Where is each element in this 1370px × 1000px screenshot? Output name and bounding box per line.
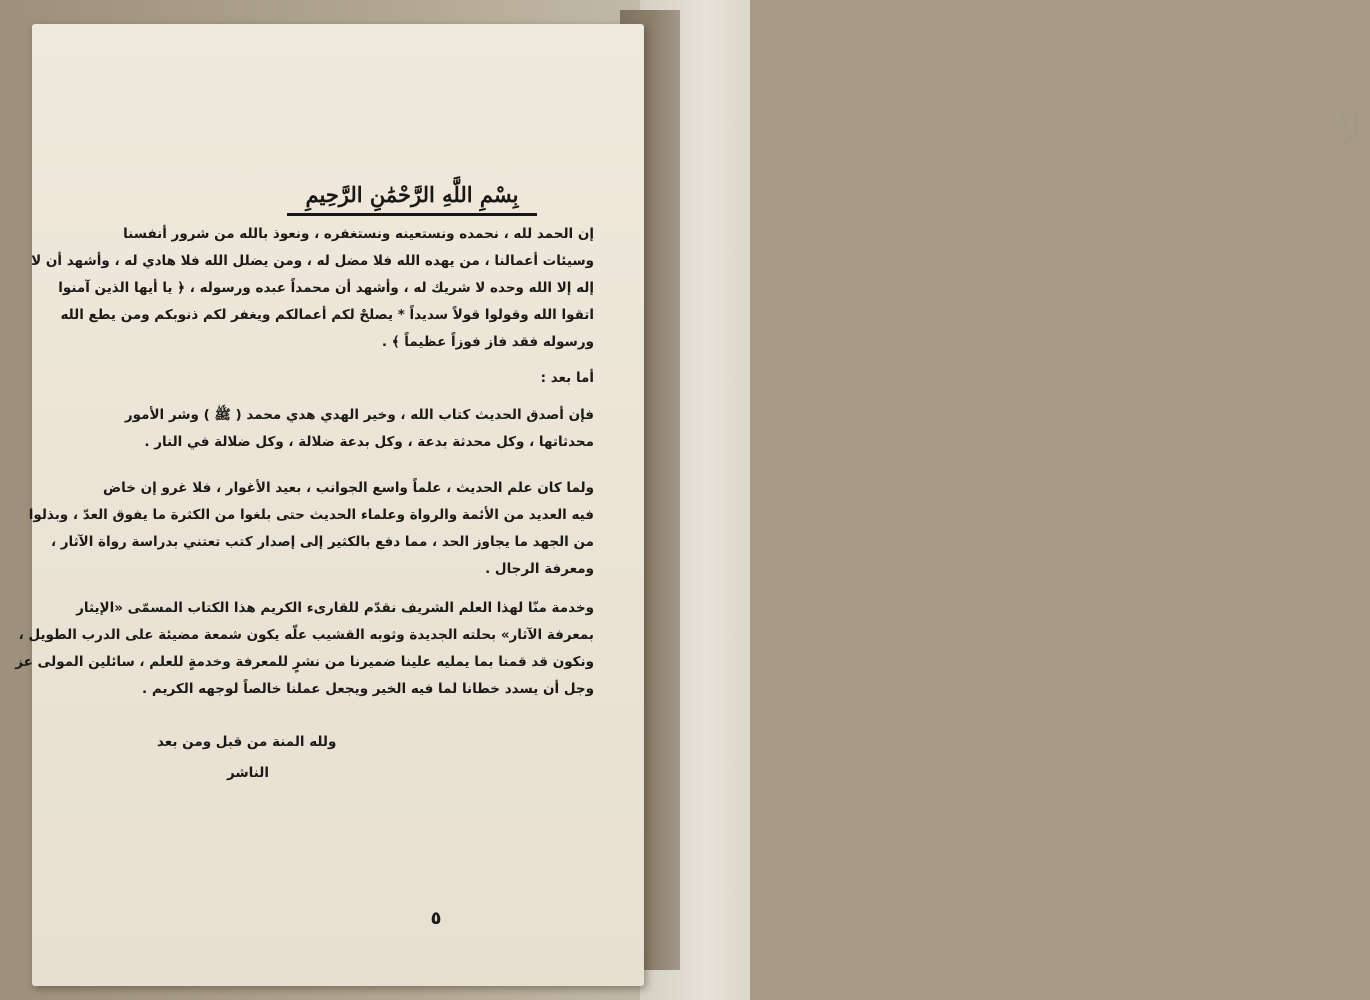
text-line: محدثاتها ، وكل محدثة بدعة ، وكل بدعة ضلالة ، وكل ضلالة في النار .	[144, 434, 594, 450]
text-line: ورسوله فقد فاز فوزاً عظيماً ﴾ .	[381, 334, 594, 350]
text-line: وسيئات أعمالنا ، من يهده الله فلا مضل له ، ومن يضلل الله فلا هادي له ، وأشهد أن لا	[31, 253, 594, 269]
page-number: ٥	[430, 908, 442, 929]
text-line: وجل أن يسدد خطانا لما فيه الخير ويجعل عملنا خالصاً لوجهه الكريم .	[142, 681, 594, 697]
text-line: اتقوا الله وقولوا قولاً سديداً * يصلحْ لكم أعمالكم ويغفر لكم ذنوبكم ومن يطع الله	[60, 307, 594, 323]
book-page	[15, 24, 644, 986]
basmala-heading	[287, 182, 537, 220]
text-line: ولما كان علم الحديث ، علماً واسع الجوانب ، بعيد الأغوار ، فلا غرو إن خاض	[102, 480, 594, 496]
text-line: بمعرفة الآثار» بحلته الجديدة وثوبه القشيب علّه يكون شمعة مضيئة على الدرب الطويل ،	[18, 627, 594, 643]
basmala-underline	[287, 213, 537, 216]
text-line: من الجهد ما يجاوز الحد ، مما دفع بالكثير إلى إصدار كتب تعتني بدراسة رواة الآثار ،	[50, 534, 594, 550]
text-line: إن الحمد لله ، نحمده ونستعينه ونستغفره ، ونعوذ بالله من شرور أنفسنا	[123, 226, 594, 242]
basmala-text: بِسْمِ اللَّهِ الرَّحْمَٰنِ الرَّحِيمِ	[305, 182, 519, 207]
text-line: إله إلا الله وحده لا شريك له ، وأشهد أن محمداً عبده ورسوله ، ﴿ يا أيها الذين آمنوا	[58, 280, 594, 296]
text-line: وخدمة منّا لهذا العلم الشريف نقدّم للقارىء الكريم هذا الكتاب المسمّى «الإيثار	[76, 600, 594, 616]
text-line: ومعرفة الرجال .	[485, 561, 594, 577]
text-line: أما بعد :	[540, 370, 594, 386]
text-line: فإن أصدق الحديث كتاب الله ، وخير الهدي هدي محمد ( ﷺ ) وشر الأمور	[124, 407, 594, 423]
text-line: فيه العديد من الأئمة والرواة وعلماء الحديث حتى بلغوا من الكثرة ما يفوق العدّ ، وبذلوا	[28, 507, 594, 523]
bleed-through-mark: ﻻ	[1337, 104, 1363, 155]
closing-line: ولله المنة من قبل ومن بعد	[157, 734, 337, 750]
text-line: ونكون قد قمنا بما يمليه علينا ضميرنا من نشرٍ للمعرفة وخدمةٍ للعلم ، سائلين المولى عز	[15, 654, 594, 670]
publisher-signature: الناشر	[227, 765, 269, 781]
